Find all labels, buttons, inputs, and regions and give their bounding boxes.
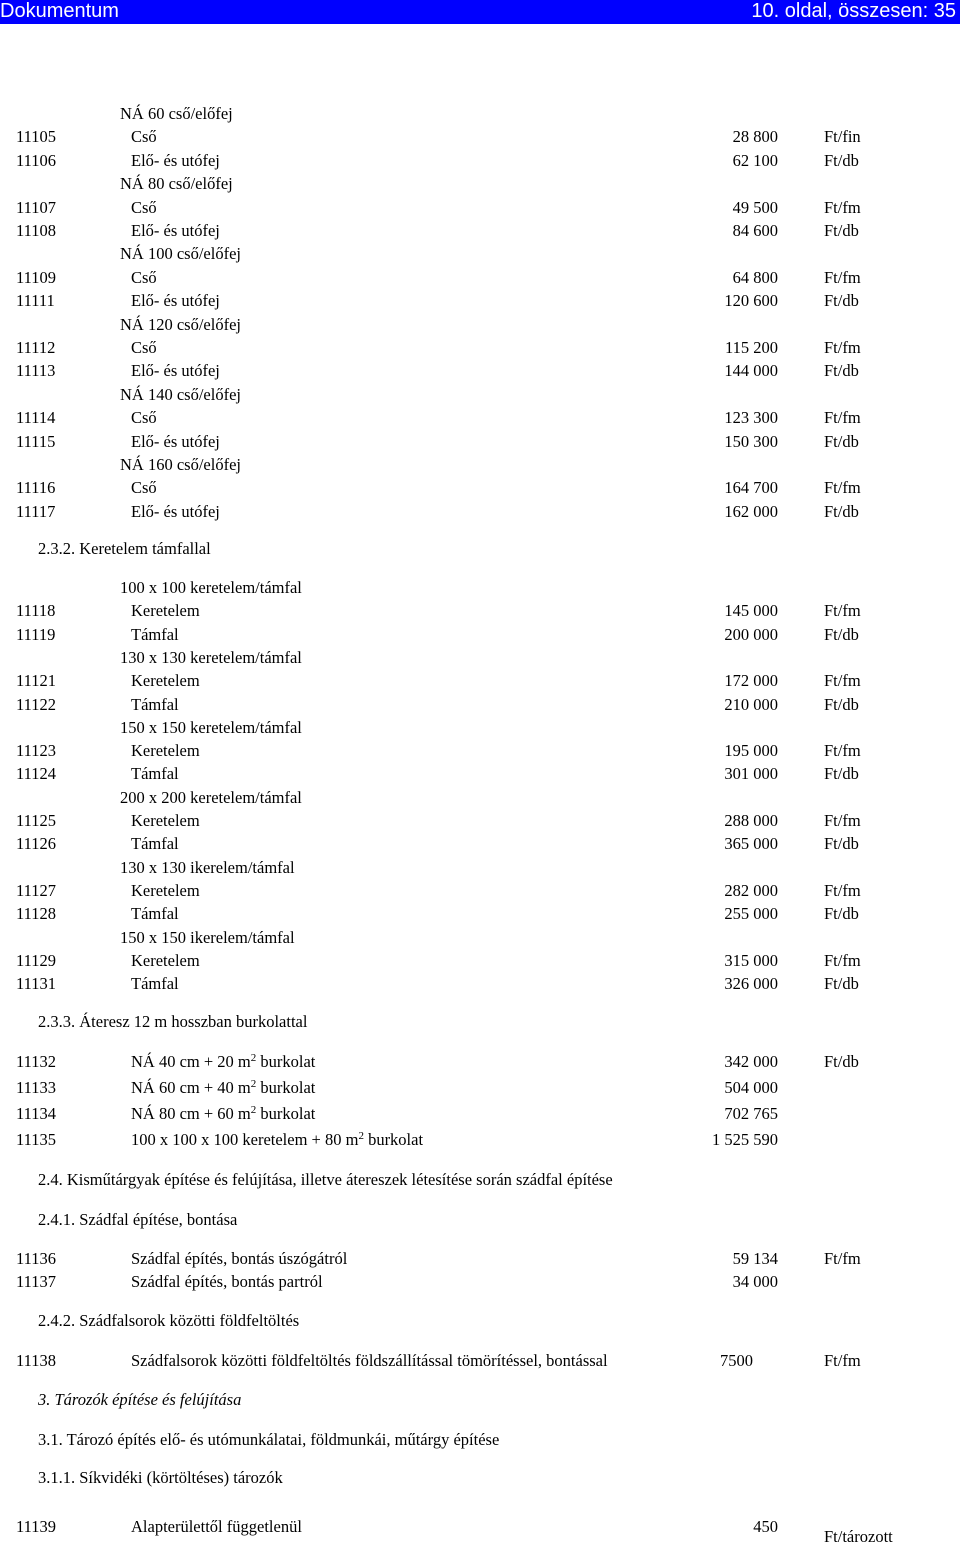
item-price: 123 300 xyxy=(724,408,778,428)
superscript: 2 xyxy=(250,1078,257,1090)
item-unit: Ft/db xyxy=(824,291,859,311)
item-price: 120 600 xyxy=(724,291,778,311)
item-unit: Ft/fm xyxy=(824,950,861,970)
item-description: Elő- és utófej xyxy=(131,221,220,240)
section-heading: 2.4. Kisműtárgyak építése és felújítása, illetve átereszek létesítése során szádfal építése xyxy=(38,1170,613,1189)
item-id: 11118 xyxy=(16,601,56,621)
item-price: 84 600 xyxy=(732,221,778,240)
item-id: 11113 xyxy=(16,361,56,381)
item-unit: Ft/fm xyxy=(824,880,861,900)
item-id: 11111 xyxy=(16,291,55,311)
item-id: 11115 xyxy=(16,431,56,451)
item-id: 11112 xyxy=(16,338,56,357)
item-price: 49 500 xyxy=(732,197,778,217)
item-price: 1 525 590 xyxy=(712,1130,778,1149)
item-price: 210 000 xyxy=(724,694,778,714)
item-id: 11129 xyxy=(16,950,57,970)
item-description: Cső xyxy=(131,267,157,287)
item-unit: Ft/db xyxy=(824,904,859,924)
item-price: 64 800 xyxy=(732,267,778,287)
item-unit: Ft/db xyxy=(824,624,859,644)
item-description-suffix: burkolat xyxy=(363,1130,424,1149)
item-id: 11107 xyxy=(16,197,57,217)
item-price: 162 000 xyxy=(724,501,778,521)
document-label: Dokumentum xyxy=(0,0,119,22)
item-price: 172 000 xyxy=(724,671,778,691)
item-id: 11127 xyxy=(16,880,57,900)
item-description: Cső xyxy=(131,197,157,217)
group-heading: NÁ 140 cső/előfej xyxy=(120,384,241,404)
item-unit: Ft/fm xyxy=(824,408,861,428)
item-description-suffix: burkolat xyxy=(256,1104,316,1123)
item-unit: Ft/fm xyxy=(824,671,861,691)
item-description: Elő- és utófej xyxy=(131,150,220,170)
item-unit: Ft/fin xyxy=(824,127,861,147)
item-description: Támfal xyxy=(131,764,179,784)
item-price: 365 000 xyxy=(724,834,778,854)
item-price: 34 000 xyxy=(732,1272,778,1291)
item-unit: Ft/db xyxy=(824,694,859,714)
item-unit: Ft/fm xyxy=(824,601,861,621)
item-id: 11122 xyxy=(16,694,57,714)
superscript: 2 xyxy=(358,1130,364,1142)
item-price: 200 000 xyxy=(724,624,778,644)
item-unit: Ft/db xyxy=(824,501,859,521)
group-heading: NÁ 80 cső/előfej xyxy=(120,174,233,194)
item-unit: Ft/fm xyxy=(824,267,861,287)
item-description: Elő- és utófej xyxy=(131,431,220,451)
item-id: 11121 xyxy=(16,671,57,691)
item-unit: Ft/fm xyxy=(824,1249,861,1268)
item-description: Támfal xyxy=(131,624,179,644)
item-id: 11106 xyxy=(16,150,57,170)
item-unit: Ft/db xyxy=(824,150,859,170)
item-description: Támfal xyxy=(131,904,179,924)
group-heading: 200 x 200 keretelem/támfal xyxy=(120,787,302,807)
item-description: Keretelem xyxy=(131,741,200,761)
item-unit: Ft/fm xyxy=(824,741,861,761)
item-id: 11132 xyxy=(16,1052,57,1071)
item-description xyxy=(131,1078,315,1098)
item-description: Keretelem xyxy=(131,671,200,691)
item-unit: Ft/db xyxy=(824,974,859,994)
item-unit: Ft/db xyxy=(824,1052,859,1071)
item-unit: Ft/fm xyxy=(824,197,861,217)
item-description: Keretelem xyxy=(131,880,200,900)
item-price: 195 000 xyxy=(724,741,778,761)
item-description-text: NÁ 60 cm + 40 m xyxy=(131,1078,251,1097)
item-unit: Ft/db xyxy=(824,431,859,451)
item-id: 11109 xyxy=(16,267,57,287)
item-price: 315 000 xyxy=(724,950,778,970)
item-description: Elő- és utófej xyxy=(131,501,220,521)
item-price: 28 800 xyxy=(732,127,778,147)
item-description: Szádfal építés, bontás partról xyxy=(131,1272,323,1291)
item-description: Támfal xyxy=(131,694,179,714)
item-unit: Ft/db xyxy=(824,834,859,854)
group-heading: 150 x 150 ikerelem/támfal xyxy=(120,927,295,947)
item-description: Keretelem xyxy=(131,950,200,970)
item-id: 11135 xyxy=(16,1130,57,1149)
item-id: 11116 xyxy=(16,478,56,498)
page-indicator: 10. oldal, összesen: 35 xyxy=(751,0,956,22)
item-price: 301 000 xyxy=(724,764,778,784)
item-description-suffix: burkolat xyxy=(256,1052,316,1071)
item-description: Alapterülettől függetlenül xyxy=(131,1517,302,1536)
item-description-text: NÁ 80 cm + 60 m xyxy=(131,1104,251,1123)
group-heading: NÁ 60 cső/előfej xyxy=(120,104,233,123)
item-id: 11125 xyxy=(16,811,57,830)
item-id: 11123 xyxy=(16,741,57,761)
item-price: 342 000 xyxy=(724,1052,778,1071)
item-id: 11137 xyxy=(16,1272,57,1291)
item-unit: Ft/db xyxy=(824,221,859,240)
item-unit: Ft/fm xyxy=(824,1351,861,1370)
group-heading: 100 x 100 keretelem/támfal xyxy=(120,578,302,597)
item-id: 11105 xyxy=(16,127,57,147)
item-price: 59 134 xyxy=(732,1249,778,1268)
item-price: 145 000 xyxy=(724,601,778,621)
item-price: 702 765 xyxy=(724,1104,778,1123)
item-id: 11119 xyxy=(16,624,56,644)
item-id: 11126 xyxy=(16,834,57,854)
item-description: Elő- és utófej xyxy=(131,361,220,381)
group-heading: 130 x 130 ikerelem/támfal xyxy=(120,857,295,877)
item-price: 164 700 xyxy=(724,478,778,498)
item-unit: Ft/db xyxy=(824,361,859,381)
section-heading: 2.4.2. Szádfalsorok közötti földfeltöltés xyxy=(38,1311,300,1330)
item-description: Szádfal építés, bontás úszógátról xyxy=(131,1249,348,1268)
group-heading: 130 x 130 keretelem/támfal xyxy=(120,647,302,667)
section-heading: 2.3.3. Áteresz 12 m hosszban burkolattal xyxy=(38,1012,308,1031)
item-description: Cső xyxy=(131,338,157,357)
item-price: 150 300 xyxy=(724,431,778,451)
item-price: 144 000 xyxy=(724,361,778,381)
item-id: 11139 xyxy=(16,1517,57,1536)
item-price: 450 xyxy=(753,1517,778,1536)
item-price: 115 200 xyxy=(724,338,778,357)
section-heading: 3.1. Tározó építés elő- és utómunkálatai, földmunkái, műtárgy építése xyxy=(38,1430,500,1449)
item-price: 288 000 xyxy=(724,811,778,830)
item-description: Elő- és utófej xyxy=(131,291,220,311)
item-description xyxy=(131,1130,423,1150)
superscript: 2 xyxy=(250,1052,257,1064)
item-description-text: 100 x 100 x 100 keretelem + 80 m xyxy=(131,1130,359,1149)
item-price: 7500 xyxy=(720,1351,753,1370)
item-id: 11114 xyxy=(16,408,56,428)
group-heading: NÁ 160 cső/előfej xyxy=(120,455,241,474)
item-description: Keretelem xyxy=(131,811,200,830)
item-price: 255 000 xyxy=(724,904,778,924)
item-price: 326 000 xyxy=(724,974,778,994)
item-description-suffix: burkolat xyxy=(256,1078,316,1097)
superscript: 2 xyxy=(250,1104,257,1116)
section-heading: 3.1.1. Síkvidéki (körtöltéses) tározók xyxy=(38,1468,283,1487)
item-description: Cső xyxy=(131,408,157,428)
item-description: Szádfalsorok közötti földfeltöltés földszállítással tömörítéssel, bontással xyxy=(131,1351,608,1370)
item-description: Támfal xyxy=(131,974,179,994)
item-description: Keretelem xyxy=(131,601,200,621)
item-id: 11136 xyxy=(16,1249,57,1268)
group-heading: 150 x 150 keretelem/támfal xyxy=(120,717,302,737)
item-description: Cső xyxy=(131,478,157,498)
item-unit: Ft/tározott xyxy=(824,1527,893,1546)
item-price: 504 000 xyxy=(724,1078,778,1097)
item-id: 11128 xyxy=(16,904,57,924)
item-unit: Ft/fm xyxy=(824,811,861,830)
item-description: Támfal xyxy=(131,834,179,854)
item-price: 282 000 xyxy=(724,880,778,900)
item-id: 11117 xyxy=(16,501,56,521)
item-description: Cső xyxy=(131,127,157,147)
group-heading: NÁ 100 cső/előfej xyxy=(120,244,241,264)
item-description xyxy=(131,1104,315,1124)
item-id: 11138 xyxy=(16,1351,57,1370)
item-unit: Ft/fm xyxy=(824,338,861,357)
item-description-text: NÁ 40 cm + 20 m xyxy=(131,1052,251,1071)
group-heading: NÁ 120 cső/előfej xyxy=(120,314,241,334)
item-id: 11131 xyxy=(16,974,57,994)
section-heading: 3. Tározók építése és felújítása xyxy=(38,1390,242,1409)
section-heading: 2.4.1. Szádfal építése, bontása xyxy=(38,1210,238,1229)
item-id: 11124 xyxy=(16,764,57,784)
item-id: 11134 xyxy=(16,1104,57,1123)
item-unit: Ft/fm xyxy=(824,478,861,498)
item-description xyxy=(131,1052,315,1072)
item-price: 62 100 xyxy=(732,150,778,170)
section-heading: 2.3.2. Keretelem támfallal xyxy=(38,539,211,558)
item-id: 11108 xyxy=(16,221,57,240)
item-unit: Ft/db xyxy=(824,764,859,784)
item-id: 11133 xyxy=(16,1078,57,1097)
